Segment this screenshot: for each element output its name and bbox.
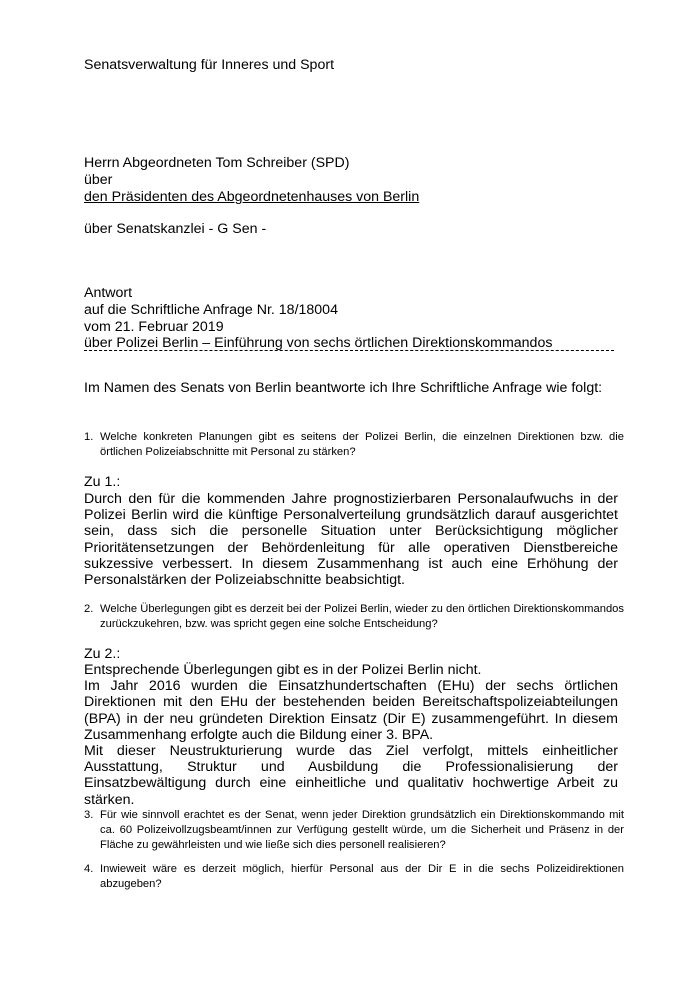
question-text: Welche konkreten Planungen gibt es seitens der Polizei Berlin, die einzelnen Direktionen bzw. die örtlichen Polizeiabschnitte mit Personal zu stärken? (100, 431, 624, 458)
question-text: Welche Überlegungen gibt es derzeit bei der Polizei Berlin, wieder zu den örtlichen Direktionskommandos zurückzukehren, bzw. was spricht gegen eine solche Entscheidung? (100, 603, 624, 630)
answer-2-heading: Zu 2.: (84, 646, 121, 662)
question-4 (84, 862, 624, 892)
department-header: Senatsverwaltung für Inneres und Sport (84, 57, 335, 73)
question-number: 1. (84, 431, 94, 443)
question-text: Für wie sinnvoll erachtet es der Senat, wenn jeder Direktion grundsätzlich ein Direktionskommando mit ca. 60 Polizeivollzugsbeamt/innen zur Verfügung gestellt würde, um die Sicherheit und Präsenz in der Fläche zu gewährleisten und wie ließe sich dies personell realisieren? (100, 809, 624, 851)
subject-divider (84, 350, 614, 351)
answer-paragraph: Im Jahr 2016 wurden die Einsatzhundertschaften (EHu) der sechs örtlichen Direktionen mit den EHu der bestehenden beiden Bereitschaftspolizeiabteilungen (BPA) in der neu gründeten Direktion Einsatz (Dir E) zusammengeführt. In diesem Zusammenhang erfolgte auch die Bildung einer 3. BPA. (84, 678, 618, 743)
recipient-chancellery: über Senatskanzlei - G Sen - (84, 221, 267, 237)
question-number: 4. (84, 863, 94, 875)
answer-paragraph: Mit dieser Neustrukturierung wurde das Ziel verfolgt, mittels einheitlicher Ausstattung, Struktur und Ausbildung die Professionalisierung der Einsatzbewältigung durch eine einheitliche und qualitativ hochwertige Arbeit zu stärken. (84, 743, 618, 808)
answer-paragraph: Durch den für die kommenden Jahre prognostizierbaren Personalaufwuchs in der Polizei Berlin wird die künftige Personalverteilung grundsätzlich darauf ausgerichtet sein, dass sich die personelle Situation unter Berücksichtigung möglicher Prioritätensetzungen der Behördenleitung für alle operativen Dienstbereiche sukzessive verbessert. In diesem Zusammenhang ist auch eine Erhöhung der Personalstärken der Polizeiabschnitte beabsichtigt. (84, 491, 618, 589)
question-3 (84, 808, 624, 853)
intro-text: Im Namen des Senats von Berlin beantworte ich Ihre Schriftliche Anfrage wie folgt: (84, 380, 603, 396)
subject-topic: über Polizei Berlin – Einführung von sechs örtlichen Direktionskommandos (84, 335, 553, 351)
question-1 (84, 430, 624, 460)
answer-1-heading: Zu 1.: (84, 474, 121, 490)
answer-1 (84, 491, 618, 588)
recipient-name: Herrn Abgeordneten Tom Schreiber (SPD) (84, 155, 350, 171)
question-text: Inwieweit wäre es derzeit möglich, hierfür Personal aus der Dir E in die sechs Polizeidirektionen abzugeben? (100, 863, 624, 890)
recipient-president: den Präsidenten des Abgeordnetenhauses von Berlin (84, 189, 420, 205)
answer-paragraph: Entsprechende Überlegungen gibt es in der Polizei Berlin nicht. (84, 662, 482, 678)
question-number: 3. (84, 809, 94, 821)
subject-answer: Antwort (84, 285, 133, 301)
question-number: 2. (84, 603, 94, 615)
subject-request-number: auf die Schriftliche Anfrage Nr. 18/18004 (84, 302, 338, 318)
subject-date: vom 21. Februar 2019 (84, 319, 224, 335)
question-2 (84, 602, 624, 632)
recipient-via: über (84, 172, 113, 188)
answer-2 (84, 662, 618, 808)
